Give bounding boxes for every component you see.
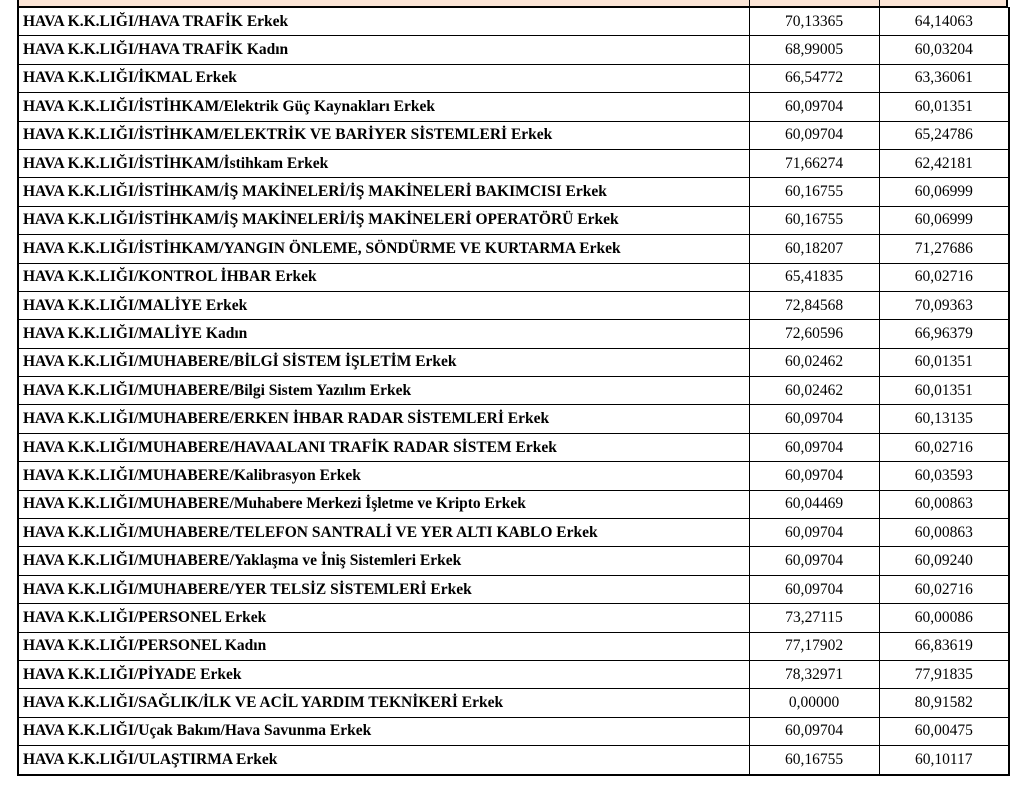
score-1-cell: 72,60596 xyxy=(749,320,879,348)
score-2-cell: 60,01351 xyxy=(879,348,1009,376)
table-row xyxy=(18,405,1009,433)
score-1-cell: 60,16755 xyxy=(749,746,879,775)
branch-name-cell: HAVA K.K.LIĞI/MUHABERE/Kalibrasyon Erkek xyxy=(18,462,749,490)
table-row xyxy=(18,149,1009,177)
score-1-cell: 60,09704 xyxy=(749,93,879,121)
score-2-cell: 60,09240 xyxy=(879,547,1009,575)
score-2-cell: 64,14063 xyxy=(879,8,1009,36)
branch-name-cell: HAVA K.K.LIĞI/MUHABERE/ERKEN İHBAR RADAR SİSTEMLERİ Erkek xyxy=(18,405,749,433)
score-2-cell: 63,36061 xyxy=(879,64,1009,92)
score-2-cell: 60,02716 xyxy=(879,263,1009,291)
score-1-cell: 60,09704 xyxy=(749,121,879,149)
branch-name-cell: HAVA K.K.LIĞI/İSTİHKAM/İŞ MAKİNELERİ/İŞ MAKİNELERİ BAKIMCISI Erkek xyxy=(18,178,749,206)
table-row xyxy=(18,433,1009,461)
score-2-cell: 60,00475 xyxy=(879,717,1009,745)
score-2-cell: 60,06999 xyxy=(879,206,1009,234)
table-row xyxy=(18,8,1009,36)
header-cell-score-2 xyxy=(880,0,1006,6)
score-1-cell: 60,09704 xyxy=(749,547,879,575)
score-2-cell: 60,02716 xyxy=(879,433,1009,461)
table-row xyxy=(18,178,1009,206)
score-2-cell: 60,03593 xyxy=(879,462,1009,490)
branch-name-cell: HAVA K.K.LIĞI/ULAŞTIRMA Erkek xyxy=(18,746,749,775)
score-2-cell: 60,02716 xyxy=(879,575,1009,603)
table-row xyxy=(18,575,1009,603)
score-table-body xyxy=(18,8,1009,775)
score-2-cell: 60,00086 xyxy=(879,604,1009,632)
branch-name-cell: HAVA K.K.LIĞI/İSTİHKAM/YANGIN ÖNLEME, SÖNDÜRME VE KURTARMA Erkek xyxy=(18,235,749,263)
score-2-cell: 60,00863 xyxy=(879,519,1009,547)
score-2-cell: 60,03204 xyxy=(879,36,1009,64)
table-row xyxy=(18,660,1009,688)
header-cell-name xyxy=(19,0,750,6)
score-2-cell: 60,01351 xyxy=(879,377,1009,405)
score-2-cell: 65,24786 xyxy=(879,121,1009,149)
score-1-cell: 78,32971 xyxy=(749,660,879,688)
branch-name-cell: HAVA K.K.LIĞI/MALİYE Erkek xyxy=(18,291,749,319)
score-2-cell: 62,42181 xyxy=(879,149,1009,177)
table-row xyxy=(18,632,1009,660)
branch-name-cell: HAVA K.K.LIĞI/MUHABERE/HAVAALANI TRAFİK RADAR SİSTEM Erkek xyxy=(18,433,749,461)
table-row xyxy=(18,717,1009,745)
score-1-cell: 71,66274 xyxy=(749,149,879,177)
score-1-cell: 60,09704 xyxy=(749,575,879,603)
branch-name-cell: HAVA K.K.LIĞI/MUHABERE/Muhabere Merkezi İşletme ve Kripto Erkek xyxy=(18,490,749,518)
score-table xyxy=(17,7,1010,776)
score-2-cell: 66,96379 xyxy=(879,320,1009,348)
branch-name-cell: HAVA K.K.LIĞI/İSTİHKAM/ELEKTRİK VE BARİYER SİSTEMLERİ Erkek xyxy=(18,121,749,149)
score-1-cell: 60,09704 xyxy=(749,405,879,433)
table-row xyxy=(18,547,1009,575)
branch-name-cell: HAVA K.K.LIĞI/MUHABERE/TELEFON SANTRALİ VE YER ALTI KABLO Erkek xyxy=(18,519,749,547)
table-row xyxy=(18,263,1009,291)
branch-name-cell: HAVA K.K.LIĞI/İKMAL Erkek xyxy=(18,64,749,92)
header-cell-score-1 xyxy=(750,0,881,6)
score-1-cell: 65,41835 xyxy=(749,263,879,291)
score-1-cell: 60,16755 xyxy=(749,178,879,206)
header-strip xyxy=(17,0,1008,7)
branch-name-cell: HAVA K.K.LIĞI/İSTİHKAM/Elektrik Güç Kaynakları Erkek xyxy=(18,93,749,121)
table-row xyxy=(18,462,1009,490)
score-1-cell: 77,17902 xyxy=(749,632,879,660)
branch-name-cell: HAVA K.K.LIĞI/PERSONEL Kadın xyxy=(18,632,749,660)
score-1-cell: 60,09704 xyxy=(749,462,879,490)
score-1-cell: 60,18207 xyxy=(749,235,879,263)
table-row xyxy=(18,689,1009,717)
table-row xyxy=(18,377,1009,405)
table-row xyxy=(18,746,1009,775)
score-1-cell: 60,04469 xyxy=(749,490,879,518)
score-2-cell: 60,00863 xyxy=(879,490,1009,518)
branch-name-cell: HAVA K.K.LIĞI/MUHABERE/Bilgi Sistem Yazılım Erkek xyxy=(18,377,749,405)
score-1-cell: 73,27115 xyxy=(749,604,879,632)
branch-name-cell: HAVA K.K.LIĞI/MUHABERE/Yaklaşma ve İniş Sistemleri Erkek xyxy=(18,547,749,575)
score-1-cell: 72,84568 xyxy=(749,291,879,319)
score-2-cell: 60,06999 xyxy=(879,178,1009,206)
score-2-cell: 60,01351 xyxy=(879,93,1009,121)
score-1-cell: 60,09704 xyxy=(749,433,879,461)
score-2-cell: 71,27686 xyxy=(879,235,1009,263)
score-1-cell: 60,09704 xyxy=(749,519,879,547)
branch-name-cell: HAVA K.K.LIĞI/İSTİHKAM/İŞ MAKİNELERİ/İŞ MAKİNELERİ OPERATÖRÜ Erkek xyxy=(18,206,749,234)
branch-name-cell: HAVA K.K.LIĞI/MUHABERE/BİLGİ SİSTEM İŞLETİM Erkek xyxy=(18,348,749,376)
score-sheet xyxy=(17,0,1008,776)
score-1-cell: 66,54772 xyxy=(749,64,879,92)
table-row xyxy=(18,206,1009,234)
score-1-cell: 68,99005 xyxy=(749,36,879,64)
score-2-cell: 60,13135 xyxy=(879,405,1009,433)
table-row xyxy=(18,64,1009,92)
score-2-cell: 66,83619 xyxy=(879,632,1009,660)
table-row xyxy=(18,604,1009,632)
branch-name-cell: HAVA K.K.LIĞI/Uçak Bakım/Hava Savunma Erkek xyxy=(18,717,749,745)
branch-name-cell: HAVA K.K.LIĞI/MALİYE Kadın xyxy=(18,320,749,348)
score-1-cell: 60,09704 xyxy=(749,717,879,745)
score-1-cell: 60,02462 xyxy=(749,348,879,376)
table-row xyxy=(18,93,1009,121)
score-1-cell: 60,16755 xyxy=(749,206,879,234)
branch-name-cell: HAVA K.K.LIĞI/KONTROL İHBAR Erkek xyxy=(18,263,749,291)
table-row xyxy=(18,121,1009,149)
table-row xyxy=(18,36,1009,64)
table-row xyxy=(18,320,1009,348)
branch-name-cell: HAVA K.K.LIĞI/PERSONEL Erkek xyxy=(18,604,749,632)
score-1-cell: 60,02462 xyxy=(749,377,879,405)
score-2-cell: 70,09363 xyxy=(879,291,1009,319)
score-1-cell: 0,00000 xyxy=(749,689,879,717)
branch-name-cell: HAVA K.K.LIĞI/SAĞLIK/İLK VE ACİL YARDIM TEKNİKERİ Erkek xyxy=(18,689,749,717)
branch-name-cell: HAVA K.K.LIĞI/MUHABERE/YER TELSİZ SİSTEMLERİ Erkek xyxy=(18,575,749,603)
table-row xyxy=(18,490,1009,518)
branch-name-cell: HAVA K.K.LIĞI/HAVA TRAFİK Erkek xyxy=(18,8,749,36)
table-row xyxy=(18,291,1009,319)
score-2-cell: 60,10117 xyxy=(879,746,1009,775)
score-1-cell: 70,13365 xyxy=(749,8,879,36)
table-row xyxy=(18,235,1009,263)
score-2-cell: 80,91582 xyxy=(879,689,1009,717)
branch-name-cell: HAVA K.K.LIĞI/HAVA TRAFİK Kadın xyxy=(18,36,749,64)
table-row xyxy=(18,519,1009,547)
score-2-cell: 77,91835 xyxy=(879,660,1009,688)
table-row xyxy=(18,348,1009,376)
branch-name-cell: HAVA K.K.LIĞI/PİYADE Erkek xyxy=(18,660,749,688)
branch-name-cell: HAVA K.K.LIĞI/İSTİHKAM/İstihkam Erkek xyxy=(18,149,749,177)
